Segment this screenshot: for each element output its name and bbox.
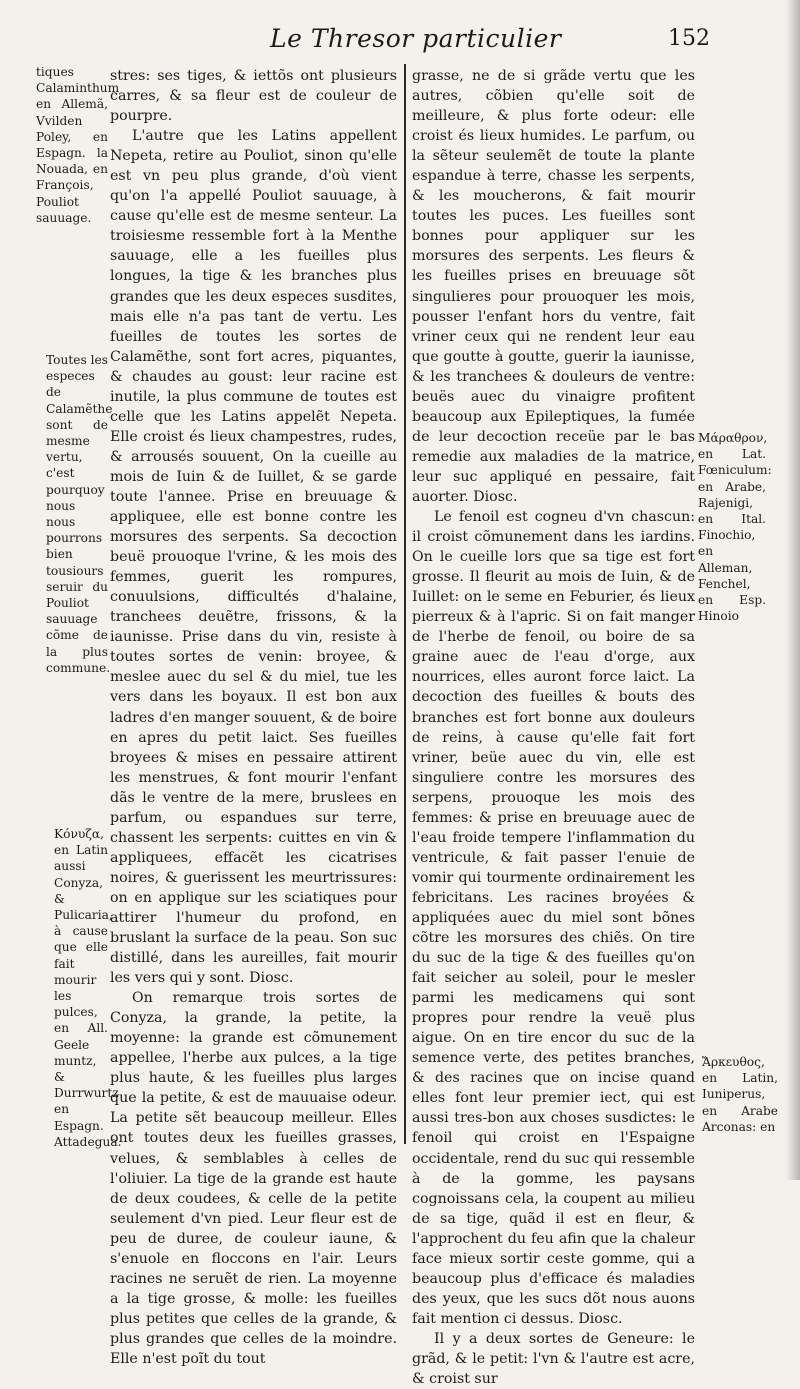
paragraph: On remarque trois sortes de Conyza, la grande, la petite, la moyenne: la grande est cõmunement appellee, l'herbe aux pulces, a la tige plus haute, & les fueilles plus larges que la petite, & est de mauuaise odeur. La petite sẽt beaucoup meilleur. Elles ont toutes deux les fueilles grasses, velues, & semblables à celles de l'oliuier. La tige de la grande est haute de deux coudees, & celle de la petite seulement d'vn pied. Leur fleur est de peu de duree, de couleur iaune, & s'enuole en floccons en l'air. Leurs racines ne seruẽt de rien. La moyenne a la tige grosse, & molle: les fueilles plus petites que celles de la grande, & plus grandes que celles de la moindre. Elle n'est poĩt du tout <box>110 990 397 1367</box>
page-edge-shadow <box>786 0 800 1180</box>
page-number: 152 <box>668 26 710 51</box>
page-header <box>270 24 710 60</box>
paragraph: stres: ses tiges, & iettõs ont plusieurs carres, & sa fleur est de couleur de pourpre. <box>110 68 397 125</box>
left-column <box>110 66 397 1369</box>
paragraph: Il y a deux sortes de Geneure: le grãd, & le petit: l'vn & l'autre est acre, & croist sur <box>412 1330 695 1388</box>
paragraph: L'autre que les Latins appellent Nepeta, retire au Pouliot, sinon qu'elle est vn peu plus grande, d'où vient qu'on l'a appellé Pouliot sauuage, à cause qu'elle est de mesme senteur. La troisiesme ressemble fort à la Menthe sauuage, elle a les fueilles plus longues, la tige & les branches plus grandes que les deux especes susdites, mais elle n'a pas tant de vertu. Les fueilles de toutes les sortes de Calamẽthe, sont fort acres, piquantes, & chaudes au goust: leur racine est inutile, la plus commune de toutes est celle que les Latins appelẽt Nepeta. Elle croist és lieux champestres, rudes, & arrousés souuent, On la cueille au mois de Iuin & de Iuillet, & se garde toute l'annee. Prise en breuuage & appliquee, elle est bonne contre les morsures des serpents. Sa decoction beuë prouoque l'vrine, & les mois des femmes, guerit les rompures, conuulsions, difficultés d'halaine, tranchees deuẽtre, frissons, & la iaunisse. Prise dans du vin, resiste à toutes sortes de venin: broyee, & meslee auec du sel & du miel, tue les vers dans les boyaux. Il est bon aux ladres d'en manger souuent, & de boire en apres du petit laict. Ses fueilles broyees & mises en pessaire attirent les menstrues, & font mourir l'enfant dãs le ventre de la mere, bruslees en parfum, ou espandues sur terre, chassent les serpents: cuittes en vin & appliquees, effacẽt les cicatrises noires, & guerissent les meurtrissures: on en applique sur les sciatiques pour attirer l'humeur du profond, en bruslant la surface de la peau. Son suc distillé, dans les aureilles, fait mourir les vers qui y sont. Diosc. <box>110 128 397 987</box>
margin-note-calamenthe-species: Toutes les especes de Calamẽthe sont de mesme vertu, c'est pourquoy nous nous pourrons bien tousiours seruir du Pouliot sauuage cõme de la plus commune. <box>46 353 113 675</box>
margin-note-foeniculum: Μάραθρον, en Lat. Fœniculum: en Arabe, Rajenigi, en Ital. Finochio, en Alleman, Fenchel, en Esp. Hinoio <box>698 431 772 624</box>
margin-note-iuniperus: Ἄρκευθος, en Latin, Iuniperus, en Arabe Arconas: en <box>702 1055 778 1134</box>
right-column <box>412 66 695 1389</box>
margin-note-calaminthum: tiques Calaminthum en Allemã, Vvilden Poley, en Espagn. la Nouada, en François, Pouliot sauuage. <box>36 65 120 225</box>
paragraph: grasse, ne de si grãde vertu que les autres, cõbien qu'elle soit de meilleure, & plus forte odeur: elle croist és lieux humides. Le parfum, ou la sẽteur seulemẽt de toute la plante espandue à terre, chasse les serpents, & les moucherons, & fait mourir toutes les puces. Les fueilles sont bonnes pour appliquer sur les morsures des serpents. Les fleurs & les fueilles prises en breuuage sõt singulieres pour prouoquer les mois, pousser l'enfant hors du ventre, fait vriner ceux qui ne rendent leur eau que goutte à goutte, guerir la iaunisse, & les tranchees & douleurs de ventre: beuës auec du vinaigre profitent beaucoup aux Epileptiques, la fumée de leur decoction receüe par le bas remedie aux maladies de la matrice, leur suc appliqué en pessaire, fait auorter. Diosc. <box>412 68 695 505</box>
margin-note-conyza: Κόνυζα, en Latin aussi Conyza, & Pulicaria, à cause que elle fait mourir les pulces, en All. Geele muntz, & Durrwurtz en Espagn. Attadegua. <box>54 827 122 1149</box>
paragraph: Le fenoil est cogneu d'vn chascun: il croist cõmunement dans les iardins. On le cueille lors que sa tige est fort grosse. Il fleurit au mois de Iuin, & de Iuillet: on le seme en Feburier, és lieux pierreux & à l'apric. Si on fait manger de l'herbe de fenoil, ou boire de sa graine auec de l'eau d'orge, aux nourrices, elles auront force laict. La decoction des fueilles & bouts des branches est fort bonne aux douleurs de reins, à cause qu'elle fait fort vriner, beüe auec du vin, elle est singuliere contre les morsures des serpens, prouoque les mois des femmes: & prise en breuuage auec de l'eau froide tempere l'inflammation du ventricule, & fait passer l'enuie de vomir qui tourmente ordinairement les febricitans. Les racines broyées & appliquées auec du miel sont bõnes cõtre les morsures des chiẽs. On tire du suc de la tige & des fueilles qu'on fait seicher au soleil, pour le mesler parmi les medicamens qui sont propres pour rendre la veuë plus aigue. On en tire encor du suc de la semence verte, des petites branches, & des racines que on incise quand elles font leur premier iect, qui est aussi tres-bon aux choses susdictes: le fenoil qui croist en l'Espaigne occidentale, rend du suc qui ressemble à de la gomme, les paysans cognoissans cela, la coupent au milieu de sa tige, quãd il est en fleur, & l'approchent du feu afin que la chaleur face mieux sortir ceste gomme, qui a beaucoup plus d'efficace és maladies des yeux, que les sucs dõt nous auons fait mention ci dessus. Diosc. <box>412 509 695 1327</box>
running-title: Le Thresor particulier <box>270 24 562 53</box>
column-divider <box>404 64 406 1144</box>
